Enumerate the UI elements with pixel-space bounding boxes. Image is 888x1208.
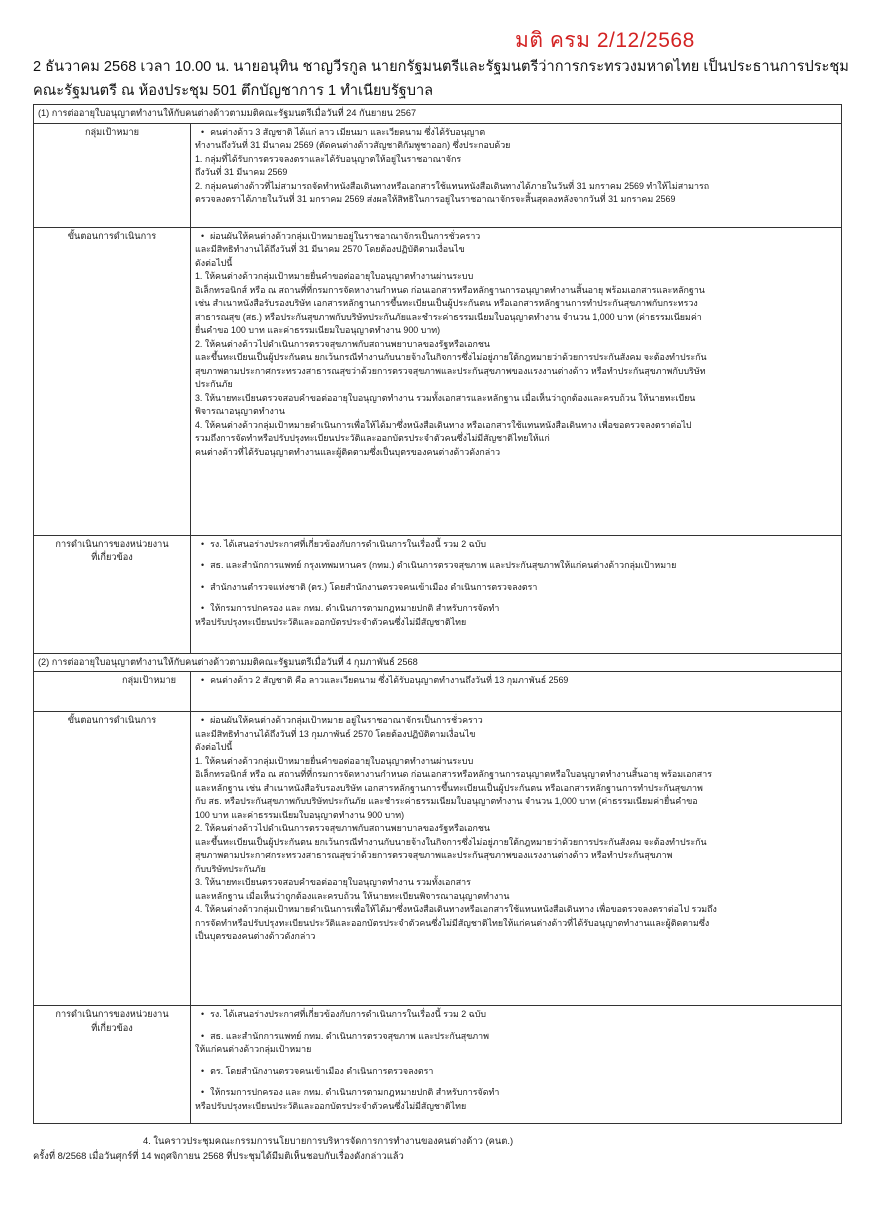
text-line: และขึ้นทะเบียนเป็นผู้ประกันตน ยกเว้นกรณีทำงานกับนายจ้างในกิจการซึ่งไม่อยู่ภายใต้กฎหมายว่าด้วยการประกันสังคม จะต้องทำประกัน [195, 836, 707, 847]
text-line: 4. ให้คนต่างด้าวกลุ่มเป้าหมายดำเนินการเพื่อให้ได้มาซึ่งหนังสือเดินทางหรือเอกสารใช้แทนหนังสือเดินทาง เพื่อขอตรวจลงตราต่อไป รวมถึง [195, 904, 717, 914]
section-1-process-label: ขั้นตอนการดำเนินการ [34, 227, 191, 535]
agency-label-line: การดำเนินการของหน่วยงาน [55, 538, 169, 549]
text-line: เป็นบุตรของคนต่างด้าวดังกล่าว [195, 931, 316, 941]
text-line: 4. ให้คนต่างด้าวกลุ่มเป้าหมายดำเนินการเพื่อให้ได้มาซึ่งหนังสือเดินทาง หรือเอกสารใช้แทนหนังสือเดินทาง เพื่อขอตรวจลงตราต่อไป [195, 419, 692, 430]
text-line: สุขภาพตามประกาศกระทรวงสาธารณสุขว่าด้วยการตรวจสุขภาพและประกันสุขภาพของแรงงานต่างด้าว หรือทำประกันสุขภาพกับบริษัท [195, 365, 706, 376]
intro-paragraph: 2 ธันวาคม 2568 เวลา 10.00 น. นายอนุทิน ชาญวีรกูล นายกรัฐมนตรีและรัฐมนตรีว่าการกระทรวงมหาดไทย เป็นประธานการประชุมคณะรัฐมนตรี ณ ห้องประชุม 501 ตึกบัญชาการ 1 ทำเนียบรัฐบาล [33, 59, 849, 99]
text-line: รวมถึงการจัดทำหรือปรับปรุงทะเบียนประวัติและออกบัตรประจำตัวคนซึ่งไม่มีสัญชาติไทยให้แก่ [195, 433, 550, 443]
text-line: • คนต่างด้าว 2 สัญชาติ คือ ลาวและเวียดนาม ซึ่งได้รับอนุญาตทำงานถึงวันที่ 13 กุมภาพันธ์ 2569 [195, 674, 837, 688]
resolution-table [33, 104, 842, 1124]
section-1-agency-body [191, 535, 842, 653]
section-2-target-row [34, 672, 842, 712]
text-line: อิเล็กทรอนิกส์ หรือ ณ สถานที่ที่กรมการจัดหางานกำหนด ก่อนเอกสารหรือหลักฐานการอนุญาตหรือใบอนุญาตทำงานสิ้นอายุ พร้อมเอกสาร [195, 769, 712, 779]
section-1-target-row [34, 123, 842, 227]
section-1-agency-row [34, 535, 842, 653]
resolution-heading: มติ ครม 2/12/2568 [515, 29, 695, 52]
section-1-agency-label [34, 535, 191, 653]
text-line: 3. ให้นายทะเบียนตรวจสอบคำขอต่ออายุใบอนุญาตทำงาน รวมทั้งเอกสาร [195, 877, 471, 887]
text-line: • ให้กรมการปกครอง และ กทม. ดำเนินการตามกฎหมายปกติ สำหรับการจัดทำ [195, 1086, 837, 1100]
text-line: หรือปรับปรุงทะเบียนประวัติและออกบัตรประจำตัวคนซึ่งไม่มีสัญชาติไทย [195, 616, 467, 627]
footer-line: 4. ในคราวประชุมคณะกรรมการนโยบายการบริหารจัดการการทำงานของคนต่างด้าว (คนต.) [143, 1135, 514, 1146]
text-line: 100 บาท และค่าธรรมเนียมใบอนุญาตทำงาน 900 บาท) [195, 809, 405, 820]
text-line: • ให้กรมการปกครอง และ กทม. ดำเนินการตามกฎหมายปกติ สำหรับการจัดทำ [195, 602, 837, 616]
agency-label-line: การดำเนินการของหน่วยงาน [55, 1009, 169, 1019]
section-1-process-body [191, 227, 842, 535]
text-line: และหลักฐาน เช่น สำเนาหนังสือรับรองบริษัท เอกสารหลักฐานการขึ้นทะเบียนเป็นผู้ประกันตน หรือเอกสารหลักฐานการทำประกันสุขภาพ [195, 782, 703, 793]
text-line: หรือปรับปรุงทะเบียนประวัติและออกบัตรประจำตัวคนซึ่งไม่มีสัญชาติไทย [195, 1100, 467, 1111]
text-line: คนต่างด้าวที่ได้รับอนุญาตทำงานและผู้ติดตามซึ่งเป็นบุตรของคนต่างด้าวดังกล่าว [195, 446, 501, 457]
text-line: พิจารณาอนุญาตทำงาน [195, 406, 285, 416]
agency-label-line: ที่เกี่ยวข้อง [91, 1022, 133, 1033]
text-line: และมีสิทธิทำงานได้ถึงวันที่ 31 มีนาคม 2570 โดยต้องปฏิบัติตามเงื่อนไข [195, 244, 465, 254]
text-line: การจัดทำหรือปรับปรุงทะเบียนประวัติและออกบัตรประจำตัวคนซึ่งไม่มีสัญชาติไทยให้แก่คนต่างด้าวที่ได้รับอนุญาตทำงานและผู้ติดตามซึ่ง [195, 917, 710, 928]
text-line: ยื่นคำขอ 100 บาท และค่าธรรมเนียมใบอนุญาตทำงาน 900 บาท) [195, 325, 441, 335]
section-2-agency-label [34, 1006, 191, 1124]
text-line: • สธ. และสำนักการแพทย์ กรุงเทพมหานคร (กทม.) ดำเนินการตรวจสุขภาพ และประกันสุขภาพให้แก่คนต่างด้าวกลุ่มเป้าหมาย [195, 559, 837, 573]
text-line: • ผ่อนผันให้คนต่างด้าวกลุ่มเป้าหมาย อยู่ในราชอาณาจักรเป็นการชั่วคราว [195, 714, 837, 728]
text-line: • รง. ได้เสนอร่างประกาศที่เกี่ยวข้องกับการดำเนินการในเรื่องนี้ รวม 2 ฉบับ [195, 1008, 837, 1022]
agency-label-line: ที่เกี่ยวข้อง [91, 552, 133, 562]
section-1-target-body [191, 123, 842, 227]
section-1-title: (1) การต่ออายุใบอนุญาตทำงานให้กับคนต่างด้าวตามมติคณะรัฐมนตรีเมื่อวันที่ 24 กันยายน 2567 [34, 105, 842, 124]
text-line: 2. ให้คนต่างด้าวไปดำเนินการตรวจสุขภาพกับสถานพยาบาลของรัฐหรือเอกชน [195, 338, 490, 349]
text-line: 1. ให้คนต่างด้าวกลุ่มเป้าหมายยื่นคำขอต่ออายุใบอนุญาตทำงานผ่านระบบ [195, 271, 474, 281]
text-line: อิเล็กทรอนิกส์ หรือ ณ สถานที่ที่กรมการจัดหางานกำหนด ก่อนเอกสารหรือหลักฐานการอนุญาตทำงานสิ้นอายุ พร้อมเอกสารและหลักฐาน [195, 284, 705, 295]
text-line: 1. กลุ่มที่ได้รับการตรวจลงตราและได้รับอนุญาตให้อยู่ในราชอาณาจักร [195, 153, 462, 164]
text-line: ดังต่อไปนี้ [195, 742, 233, 752]
text-line: ประกันภัย [195, 379, 233, 389]
section-2-target-body [191, 672, 842, 712]
text-line: กับบริษัทประกันภัย [195, 863, 266, 874]
section-2-process-row [34, 712, 842, 1006]
text-line: สาธารณสุข (สธ.) หรือประกันสุขภาพกับบริษัทประกันภัยและชำระค่าธรรมเนียมใบอนุญาตทำงาน จำนวน 1,000 บาท (ค่าธรรมเนียมค่า [195, 311, 702, 322]
section-1-header-row [34, 105, 842, 124]
text-line: สุขภาพตามประกาศกระทรวงสาธารณสุขว่าด้วยการตรวจสุขภาพและประกันสุขภาพของแรงงานต่างด้าว หรือทำประกันสุขภาพ [195, 850, 673, 860]
text-line: ตรวจลงตราได้ภายในวันที่ 31 มกราคม 2569 ส่งผลให้สิทธิในการอยู่ในราชอาณาจักรจะสิ้นสุดลงหลังจากวันที่ 31 มกราคม 2569 [195, 194, 676, 204]
text-line: กับ สธ. หรือประกันสุขภาพกับบริษัทประกันภัย และชำระค่าธรรมเนียมใบอนุญาตทำงาน จำนวน 1,000 บาท (ค่าธรรมเนียมค่ายื่นคำขอ [195, 796, 698, 806]
section-2-title: (2) การต่ออายุใบอนุญาตทำงานให้กับคนต่างด้าวตามมติคณะรัฐมนตรีเมื่อวันที่ 4 กุมภาพันธ์ 2568 [34, 653, 842, 672]
text-line: และขึ้นทะเบียนเป็นผู้ประกันตน ยกเว้นกรณีทำงานกับนายจ้างในกิจการซึ่งไม่อยู่ภายใต้กฎหมายว่าด้วยการประกันสังคม จะต้องทำประกัน [195, 352, 707, 362]
text-line: 2. กลุ่มคนต่างด้าวที่ไม่สามารถจัดทำหนังสือเดินทางหรือเอกสารใช้แทนหนังสือเดินทางได้ภายในวันที่ 31 มกราคม 2569 ทำให้ไม่สามารถ [195, 180, 710, 191]
text-line: • สำนักงานตำรวจแห่งชาติ (ตร.) โดยสำนักงานตรวจคนเข้าเมือง ดำเนินการตรวจลงตรา [195, 581, 837, 595]
section-2-process-body [191, 712, 842, 1006]
text-line: • ตร. โดยสำนักงานตรวจคนเข้าเมือง ดำเนินการตรวจลงตรา [195, 1065, 837, 1079]
text-line: • ผ่อนผันให้คนต่างด้าวกลุ่มเป้าหมายอยู่ในราชอาณาจักรเป็นการชั่วคราว [195, 230, 837, 244]
text-line: 3. ให้นายทะเบียนตรวจสอบคำขอต่ออายุใบอนุญาตทำงาน รวมทั้งเอกสารและหลักฐาน เมื่อเห็นว่าถูกต้องและครบถ้วน ให้นายทะเบียน [195, 392, 696, 403]
text-line: 1. ให้คนต่างด้าวกลุ่มเป้าหมายยื่นคำขอต่ออายุใบอนุญาตทำงานผ่านระบบ [195, 755, 474, 766]
section-2-process-label: ขั้นตอนการดำเนินการ [34, 712, 191, 1006]
section-2-agency-row [34, 1006, 842, 1124]
text-line: 2. ให้คนต่างด้าวไปดำเนินการตรวจสุขภาพกับสถานพยาบาลของรัฐหรือเอกชน [195, 823, 490, 833]
section-2-agency-body [191, 1006, 842, 1124]
text-line: ทำงานถึงวันที่ 31 มีนาคม 2569 (ตัดคนต่างด้าวสัญชาติกัมพูชาออก) ซึ่งประกอบด้วย [195, 140, 511, 150]
section-2-header-row [34, 653, 842, 672]
text-line: และหลักฐาน เมื่อเห็นว่าถูกต้องและครบถ้วน ให้นายทะเบียนพิจารณาอนุญาตทำงาน [195, 890, 510, 901]
text-line: • คนต่างด้าว 3 สัญชาติ ได้แก่ ลาว เมียนมา และเวียดนาม ซึ่งได้รับอนุญาต [195, 126, 837, 140]
text-line: ให้แก่คนต่างด้าวกลุ่มเป้าหมาย [195, 1044, 312, 1054]
text-line: ดังต่อไปนี้ [195, 257, 233, 268]
section-1-target-label: กลุ่มเป้าหมาย [34, 123, 191, 227]
text-line: ถึงวันที่ 31 มีนาคม 2569 [195, 167, 288, 177]
text-line: • รง. ได้เสนอร่างประกาศที่เกี่ยวข้องกับการดำเนินการในเรื่องนี้ รวม 2 ฉบับ [195, 538, 837, 552]
text-line: • สธ. และสำนักการแพทย์ กทม. ดำเนินการตรวจสุขภาพ และประกันสุขภาพ [195, 1030, 837, 1044]
section-1-process-row [34, 227, 842, 535]
text-line: เช่น สำเนาหนังสือรับรองบริษัท เอกสารหลักฐานการขึ้นทะเบียนเป็นผู้ประกันตน หรือเอกสารหลักฐานการทำประกันสุขภาพกับกระทรวง [195, 298, 698, 308]
section-2-target-label: กลุ่มเป้าหมาย [34, 672, 191, 712]
footer-line: ครั้งที่ 8/2568 เมื่อวันศุกร์ที่ 14 พฤศจิกายน 2568 ที่ประชุมได้มีมติเห็นชอบกับเรื่องดังกล่าวแล้ว [33, 1150, 404, 1161]
footer-note [33, 1133, 853, 1163]
text-line: และมีสิทธิทำงานได้ถึงวันที่ 13 กุมภาพันธ์ 2570 โดยต้องปฏิบัติตามเงื่อนไข [195, 728, 476, 739]
